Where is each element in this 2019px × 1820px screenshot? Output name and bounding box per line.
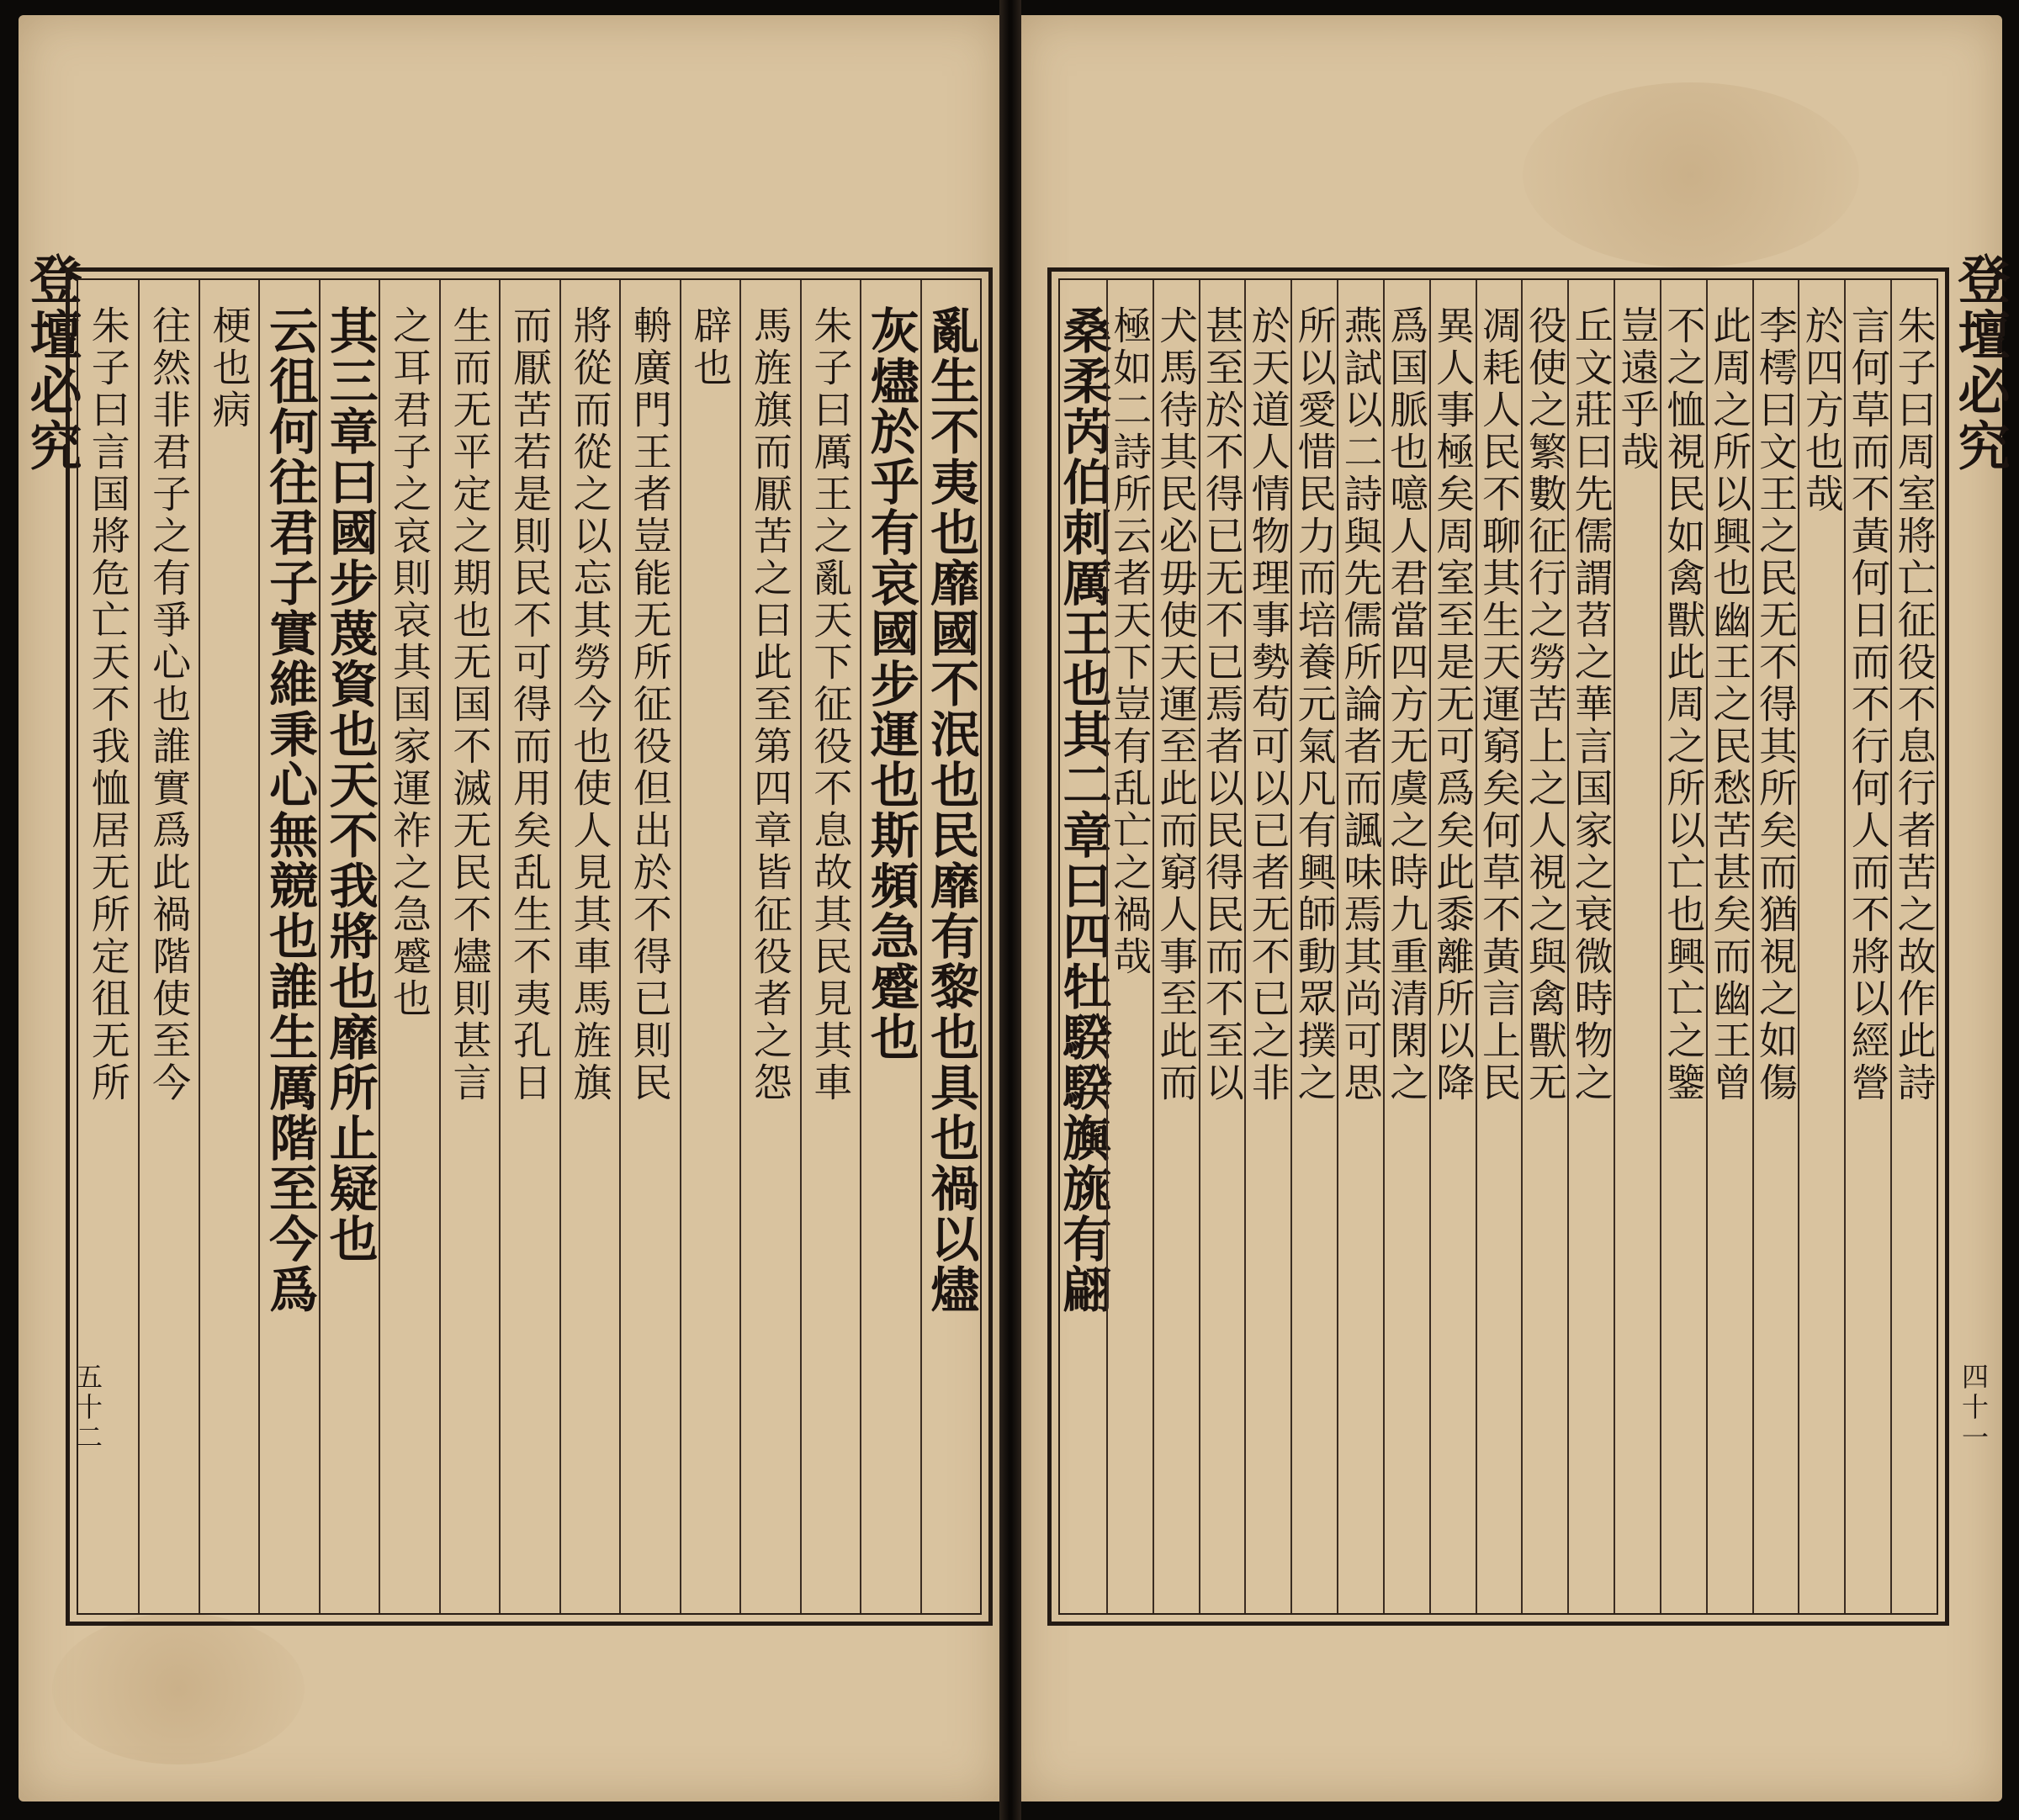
left-page-column xyxy=(860,280,919,1613)
column-text: 生而无平定之期也无国不滅无民不燼則甚言 xyxy=(447,305,493,1104)
column-text: 朱子曰周室將亡征役不息行者苦之故作此詩 xyxy=(1891,305,1937,1104)
column-text: 朱子曰言国將危亡天不我恤居无所定徂无所 xyxy=(85,305,131,1104)
right-page-column xyxy=(1429,280,1476,1613)
left-page-column xyxy=(319,280,379,1613)
column-text: 亂生不夷也靡國不泯也民靡有黎也具也禍以燼 xyxy=(922,305,980,1315)
right-page-column xyxy=(1476,280,1522,1613)
left-page-column xyxy=(138,280,198,1613)
column-text: 灰燼於乎有哀國步運也斯頻急蹙也 xyxy=(861,305,919,1062)
left-page-column xyxy=(559,280,619,1613)
left-page-column xyxy=(439,280,499,1613)
column-text: 犬馬待其民必毋使天運至此而窮人事至此而 xyxy=(1153,305,1200,1104)
column-text: 異人事極矣周室至是无可爲矣此黍離所以降 xyxy=(1430,305,1476,1104)
column-text: 言何草而不黃何日而不行何人而不將以經營 xyxy=(1845,305,1891,1104)
column-text: 而厭苦若是則民不可得而用矣乱生不夷孔日 xyxy=(506,305,553,1104)
column-text: 將從而從之以忘其勞今也使人見其車馬旌旗 xyxy=(567,305,613,1104)
column-text: 役使之繁數征行之勞苦上之人視之與禽獸无 xyxy=(1522,305,1568,1104)
left-folio: 五十二 xyxy=(72,1362,103,1453)
right-page-column xyxy=(1706,280,1752,1613)
column-text: 梗也病 xyxy=(206,305,252,431)
book-gutter xyxy=(999,0,1021,1820)
left-page-column xyxy=(800,280,860,1613)
column-text: 朱子曰厲王之亂天下征役不息故其民見其車 xyxy=(808,305,854,1104)
left-page-column xyxy=(499,280,559,1613)
right-page-column xyxy=(1337,280,1383,1613)
right-page-column xyxy=(1752,280,1799,1613)
left-page-column xyxy=(379,280,438,1613)
right-page-column xyxy=(1290,280,1337,1613)
right-page-column xyxy=(1844,280,1890,1613)
right-page-column xyxy=(1798,280,1844,1613)
right-column-area xyxy=(1054,280,1937,1613)
right-page-column xyxy=(1521,280,1567,1613)
column-text: 之耳君子之哀則哀其国家運祚之急蹙也 xyxy=(387,305,433,1020)
right-text-block xyxy=(1047,267,1949,1626)
column-text: 於四方也哉 xyxy=(1799,305,1845,516)
column-text: 云徂何往君子實維秉心無競也誰生厲階至今爲 xyxy=(261,305,319,1315)
column-text: 往然非君子之有爭心也誰實爲此禍階使至今 xyxy=(146,305,193,1104)
left-page-column xyxy=(739,280,799,1613)
column-text: 丘文莊曰先儒謂苕之華言国家之衰微時物之 xyxy=(1568,305,1614,1104)
right-folio: 四十一 xyxy=(1958,1362,1990,1453)
right-page-column xyxy=(1244,280,1290,1613)
column-text: 於天道人情物理事勢苟可以已者无不已之非 xyxy=(1245,305,1291,1104)
left-page-column xyxy=(258,280,318,1613)
column-text: 所以愛惜民力而培養元氣凡有興師動眾撲之 xyxy=(1291,305,1338,1104)
left-text-block xyxy=(66,267,993,1626)
right-page-column xyxy=(1199,280,1245,1613)
right-page-column xyxy=(1106,280,1153,1613)
right-page-column xyxy=(1054,280,1112,1613)
column-text: 甚至於不得已无不已焉者以民得民而不至以 xyxy=(1199,305,1245,1104)
left-page-column xyxy=(920,280,980,1613)
left-page-column xyxy=(199,280,258,1613)
right-page-column xyxy=(1567,280,1614,1613)
column-text: 凋耗人民不聊其生天運窮矣何草不黃言上民 xyxy=(1476,305,1522,1104)
column-text: 其三章曰國步蔑資也天不我將也靡所止疑也 xyxy=(321,305,379,1264)
column-text: 極如二詩所云者天下豈有乱亡之禍哉 xyxy=(1107,305,1153,978)
right-page-column xyxy=(1890,280,1937,1613)
column-text: 豈遠乎哉 xyxy=(1614,305,1661,474)
left-margin-title: 登壇必究 xyxy=(21,252,82,474)
column-text: 不之恤視民如禽獸此周之所以亡也興亡之鑒 xyxy=(1661,305,1707,1104)
left-page-column xyxy=(680,280,739,1613)
column-text: 李樗曰文王之民无不得其所矣而猶視之如傷 xyxy=(1753,305,1799,1104)
right-page-column xyxy=(1153,280,1199,1613)
right-page-column xyxy=(1660,280,1706,1613)
column-text: 此周之所以興也幽王之民愁苦甚矣而幽王曾 xyxy=(1707,305,1753,1104)
column-text: 燕試以二詩與先儒所論者而諷味焉其尚可思 xyxy=(1338,305,1384,1104)
left-page-column xyxy=(619,280,679,1613)
right-page-column xyxy=(1383,280,1429,1613)
column-text: 桑柔芮伯刺厲王也其二章曰四牡騤騤旟旐有翩 xyxy=(1054,305,1112,1315)
column-text: 爲国脈也噫人君當四方无虞之時九重清閑之 xyxy=(1384,305,1430,1104)
column-text: 輈廣門王者豈能无所征役但出於不得已則民 xyxy=(627,305,673,1104)
left-column-area xyxy=(78,280,980,1613)
column-text: 辟也 xyxy=(687,305,734,389)
right-margin-title: 登壇必究 xyxy=(1949,252,2011,474)
column-text: 馬旌旗而厭苦之曰此至第四章皆征役者之怨 xyxy=(747,305,793,1104)
right-page-column xyxy=(1614,280,1660,1613)
